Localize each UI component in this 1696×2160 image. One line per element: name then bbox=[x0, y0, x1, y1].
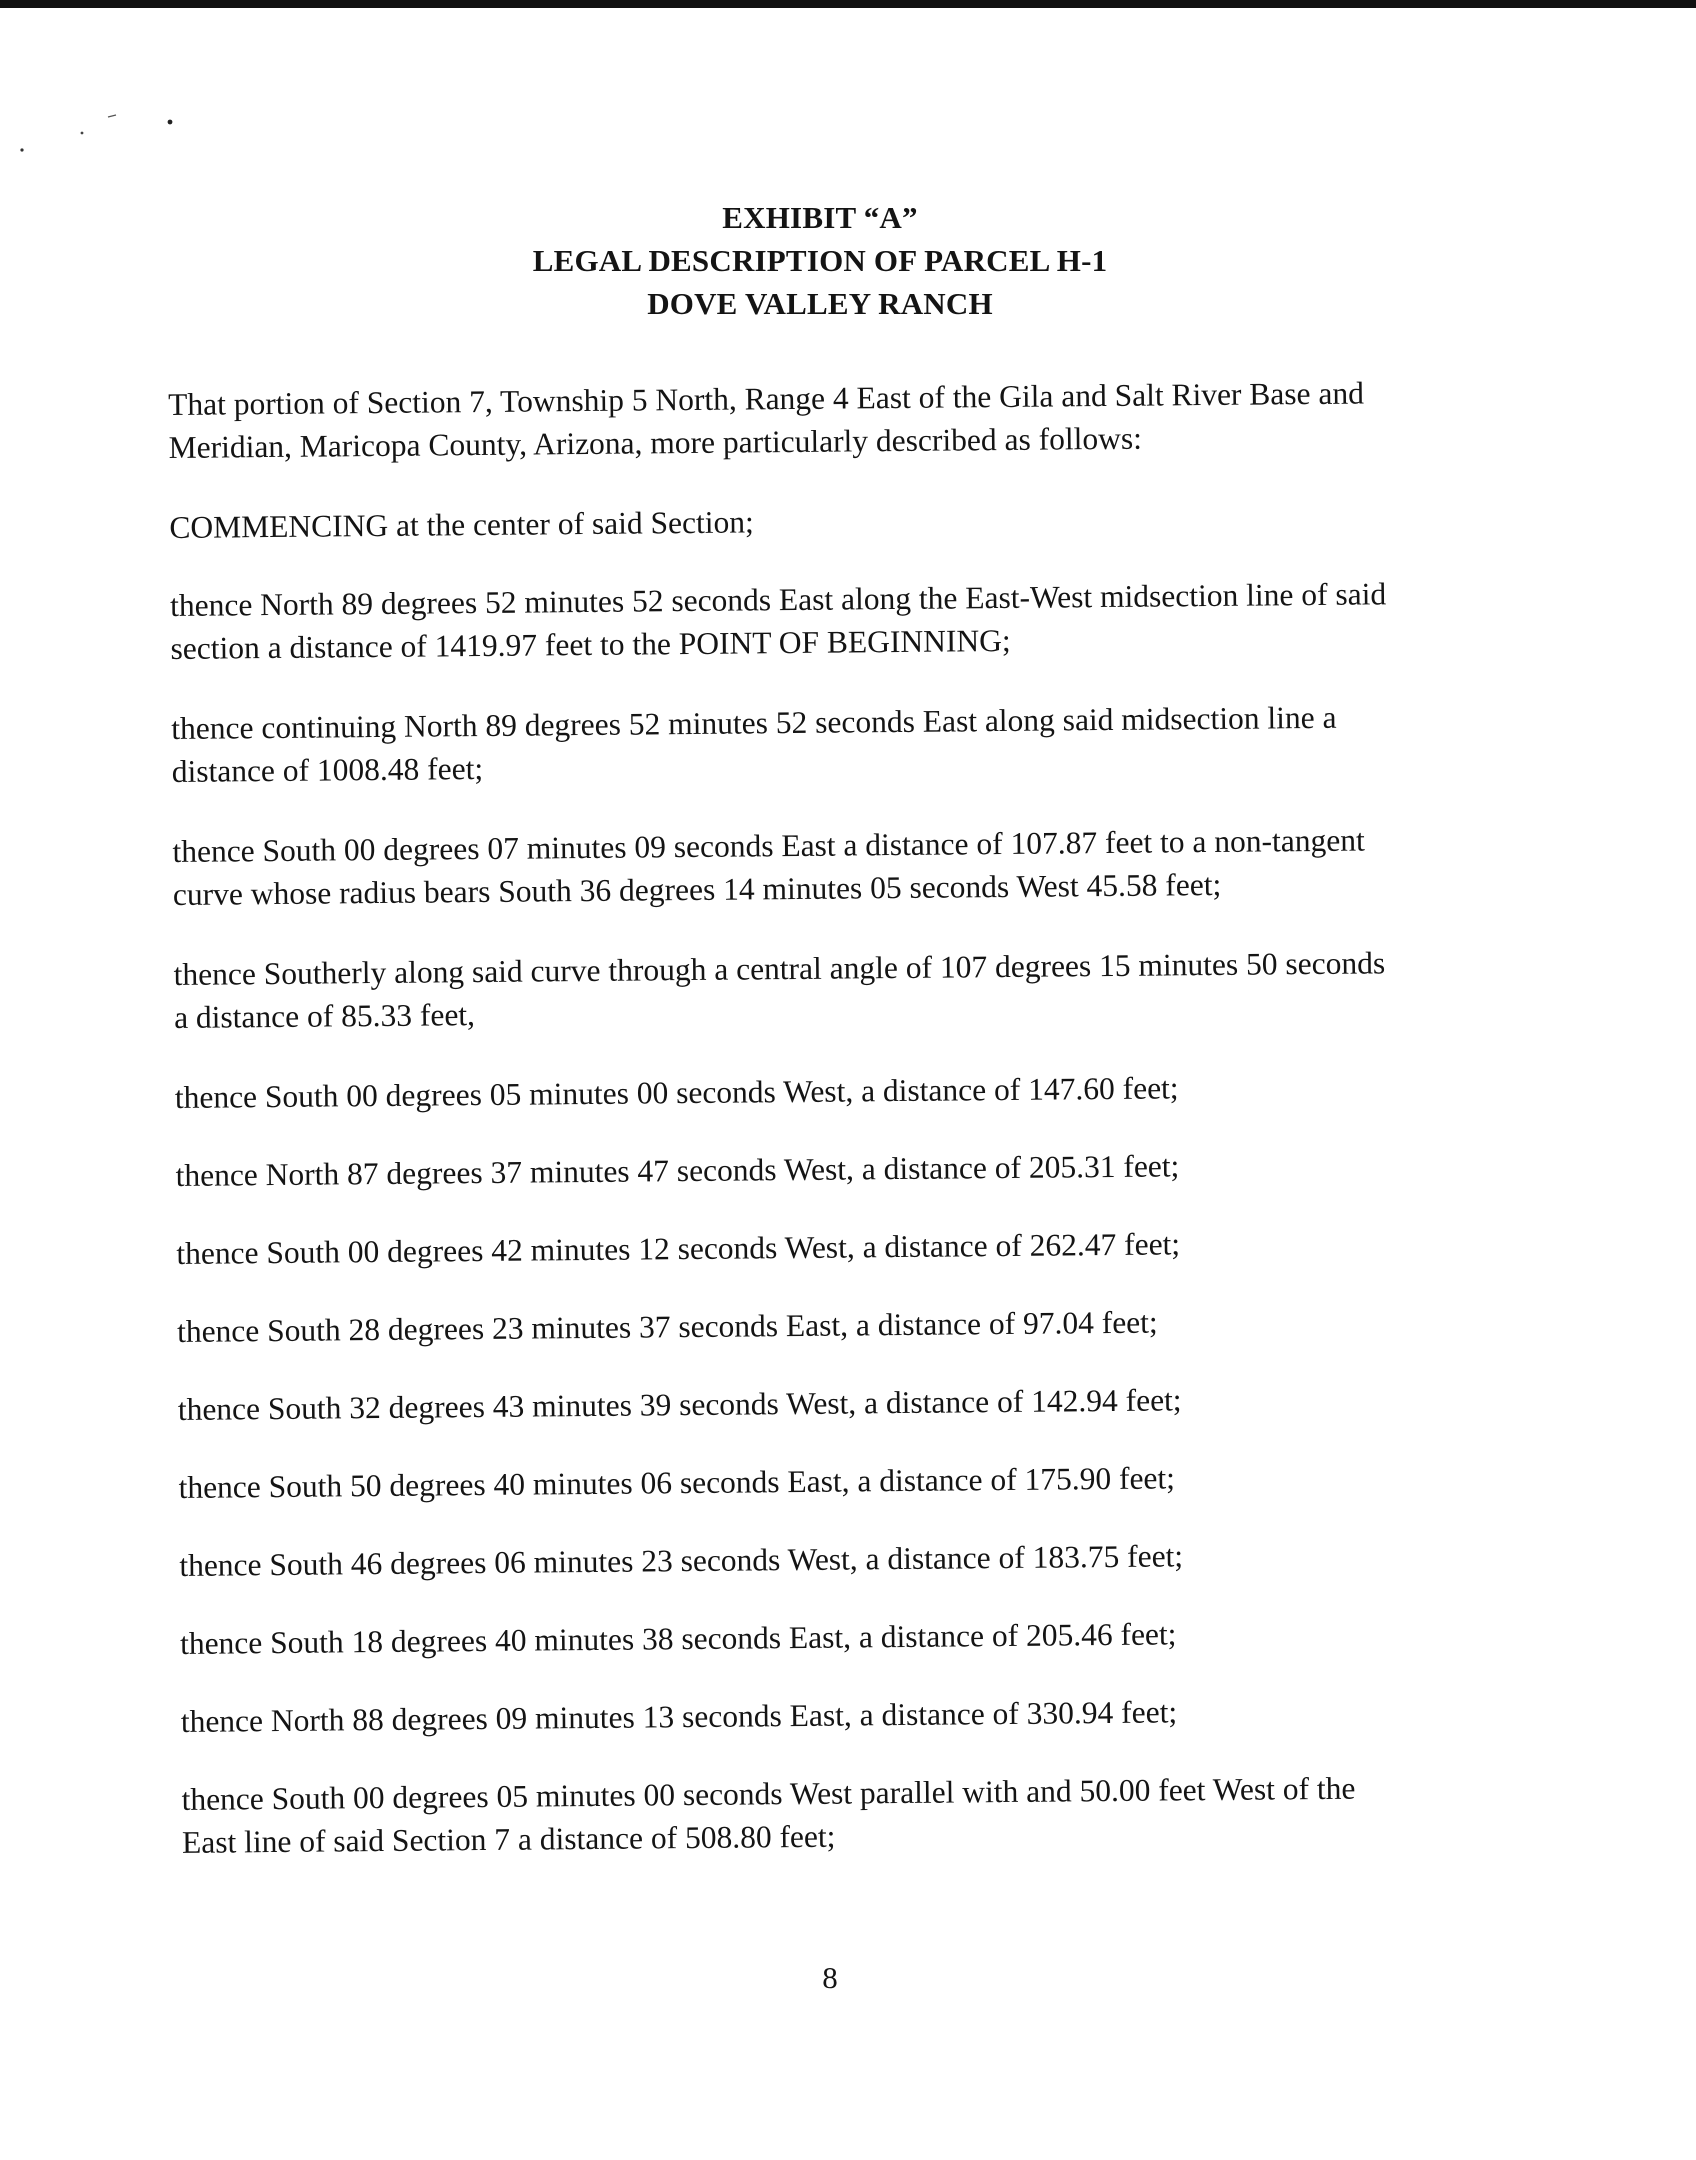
paragraph-course: thence Southerly along said curve through a central angle of 107 degrees 15 minutes 50 seconds a distance of 85.33 feet, bbox=[173, 945, 1386, 1035]
paragraph-course: thence South 00 degrees 05 minutes 00 seconds West parallel with and 50.00 feet West of the East line of said Section 7 a distance of 508.80 feet; bbox=[181, 1770, 1356, 1860]
paragraph-course: thence North 88 degrees 09 minutes 13 seconds East, a distance of 330.94 feet; bbox=[180, 1694, 1178, 1739]
paragraph-course: thence South 00 degrees 07 minutes 09 seconds East a distance of 107.87 feet to a non-tangent curve whose radius bears South 36 degrees 14 minutes 05 seconds West 45.58 feet; bbox=[172, 822, 1365, 912]
parcel-title: LEGAL DESCRIPTION OF PARCEL H-1 bbox=[532, 243, 1108, 278]
paragraph-course: thence South 18 degrees 40 minutes 38 seconds East, a distance of 205.46 feet; bbox=[179, 1616, 1177, 1661]
scan-specks bbox=[0, 0, 260, 200]
paragraph-course: thence South 00 degrees 42 minutes 12 seconds West, a distance of 262.47 feet; bbox=[176, 1226, 1181, 1271]
paragraph-intro: That portion of Section 7, Township 5 North, Range 4 East of the Gila and Salt River Base and Meridian, Maricopa County, Arizona, more particularly described as follows: bbox=[168, 375, 1365, 465]
exhibit-heading bbox=[0, 196, 1640, 325]
paragraph-course: thence continuing North 89 degrees 52 minutes 52 seconds East along said midsection line a distance of 1008.48 feet; bbox=[171, 699, 1337, 789]
paragraph-course: thence South 28 degrees 23 minutes 37 seconds East, a distance of 97.04 feet; bbox=[176, 1304, 1158, 1349]
ranch-title: DOVE VALLEY RANCH bbox=[647, 286, 993, 321]
paragraph-course: thence South 46 degrees 06 minutes 23 seconds West, a distance of 183.75 feet; bbox=[179, 1538, 1184, 1583]
exhibit-title: EXHIBIT “A” bbox=[722, 200, 918, 235]
paragraph-course: thence North 87 degrees 37 minutes 47 seconds West, a distance of 205.31 feet; bbox=[175, 1148, 1180, 1193]
page-number: 8 bbox=[822, 1960, 838, 1995]
paragraph-commencing: COMMENCING at the center of said Section; bbox=[169, 504, 754, 545]
paragraph-course: thence North 89 degrees 52 minutes 52 seconds East along the East-West midsection line of said section a distance of 1419.97 feet to the POINT OF BEGINNING; bbox=[169, 576, 1387, 666]
legal-description-body bbox=[168, 371, 1482, 1864]
paragraph-course: thence South 32 degrees 43 minutes 39 seconds West, a distance of 142.94 feet; bbox=[177, 1382, 1182, 1427]
paragraph-course: thence South 50 degrees 40 minutes 06 seconds East, a distance of 175.90 feet; bbox=[178, 1460, 1176, 1505]
paragraph-course: thence South 00 degrees 05 minutes 00 seconds West, a distance of 147.60 feet; bbox=[174, 1070, 1179, 1115]
